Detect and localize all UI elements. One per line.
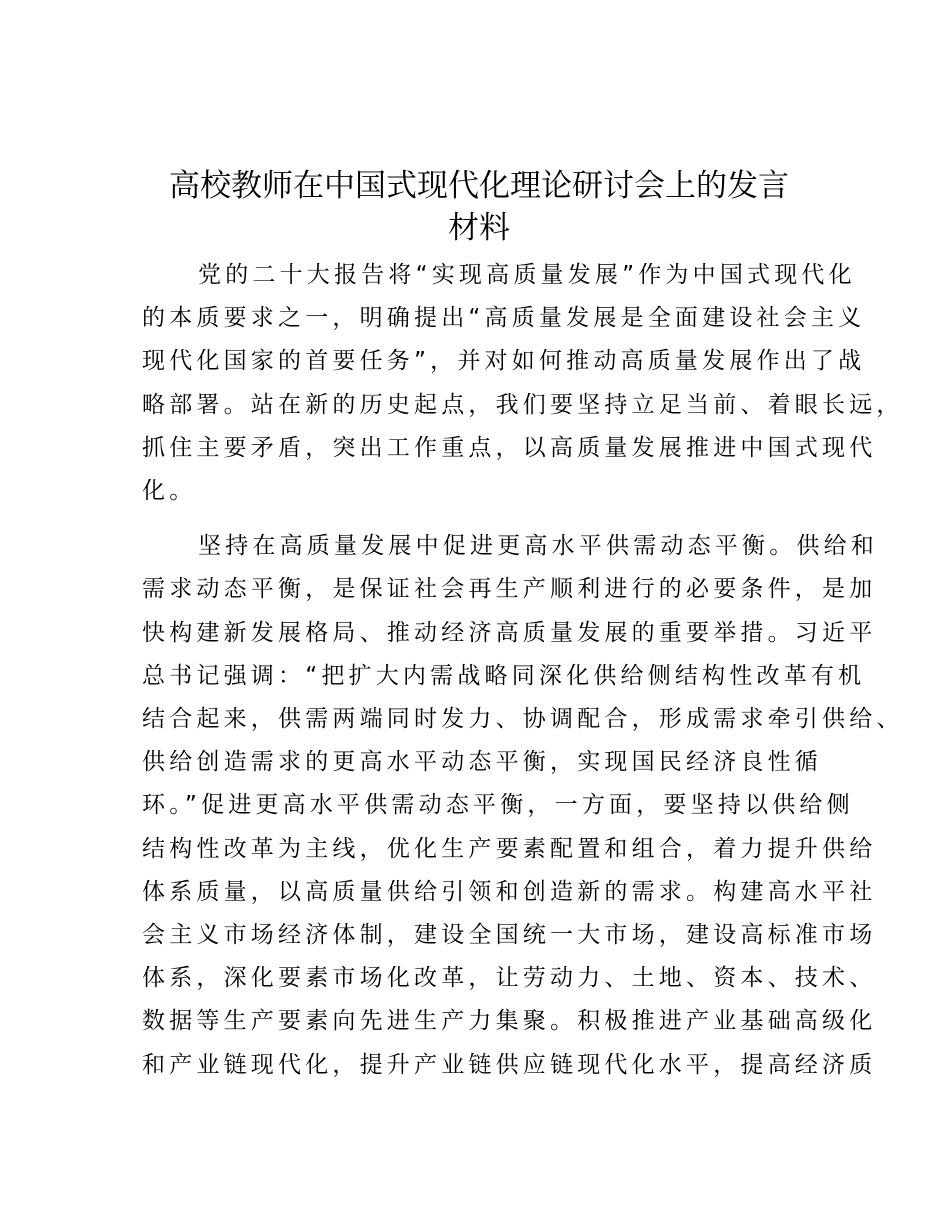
text-line: 党的二十大报告将“实现高质量发展”作为中国式现代化	[198, 262, 856, 288]
text-line: 略部署。站在新的历史起点，我们要坚持立足当前、着眼长远，	[142, 391, 904, 418]
text-line: 会主义市场经济体制，建设全国统一大市场，建设高标准市场	[142, 922, 877, 949]
text-line: 结构性改革为主线，优化生产要素配置和组合，着力提升供给	[142, 835, 877, 862]
text-line: 现代化国家的首要任务”，并对如何推动高质量发展作出了战	[142, 348, 866, 375]
paragraph-1	[142, 254, 904, 513]
text-line: 需求动态平衡，是保证社会再生产顺利进行的必要条件，是加	[142, 576, 877, 603]
text-line: 坚持在高质量发展中促进更高水平供需动态平衡。供给和	[198, 533, 878, 560]
text-line: 抓住主要矛盾，突出工作重点，以高质量发展推进中国式现代	[142, 434, 877, 461]
text-line: 化。	[142, 478, 197, 505]
document-title	[132, 165, 826, 249]
text-line: 数据等生产要素向先进生产力集聚。积极推进产业基础高级化	[142, 1008, 877, 1035]
text-line: 体系，深化要素市场化改革，让劳动力、土地、资本、技术、	[142, 965, 877, 992]
text-line: 环。”促进更高水平供需动态平衡，一方面，要坚持以供给侧	[142, 792, 854, 819]
text-line: 供给创造需求的更高水平动态平衡，实现国民经济良性循	[142, 749, 822, 776]
paragraph-2	[142, 525, 904, 1087]
document-page	[142, 165, 904, 1087]
title-line-1: 高校教师在中国式现代化理论研讨会上的发言	[169, 168, 789, 204]
text-line: 的本质要求之一，明确提出“高质量发展是全面建设社会主义	[142, 305, 866, 332]
text-line: 体系质量，以高质量供给引领和创造新的需求。构建高水平社	[142, 878, 877, 905]
text-line: 结合起来，供需两端同时发力、协调配合，形成需求牵引供给、	[142, 706, 904, 733]
text-line: 总书记强调：“把扩大内需战略同深化供给侧结构性改革有机	[142, 662, 866, 689]
text-line: 和产业链现代化，提升产业链供应链现代化水平，提高经济质	[142, 1051, 877, 1078]
text-line: 快构建新发展格局、推动经济高质量发展的重要举措。习近平	[142, 619, 877, 646]
title-line-2: 材料	[448, 210, 510, 246]
paragraph-spacer	[142, 513, 816, 525]
